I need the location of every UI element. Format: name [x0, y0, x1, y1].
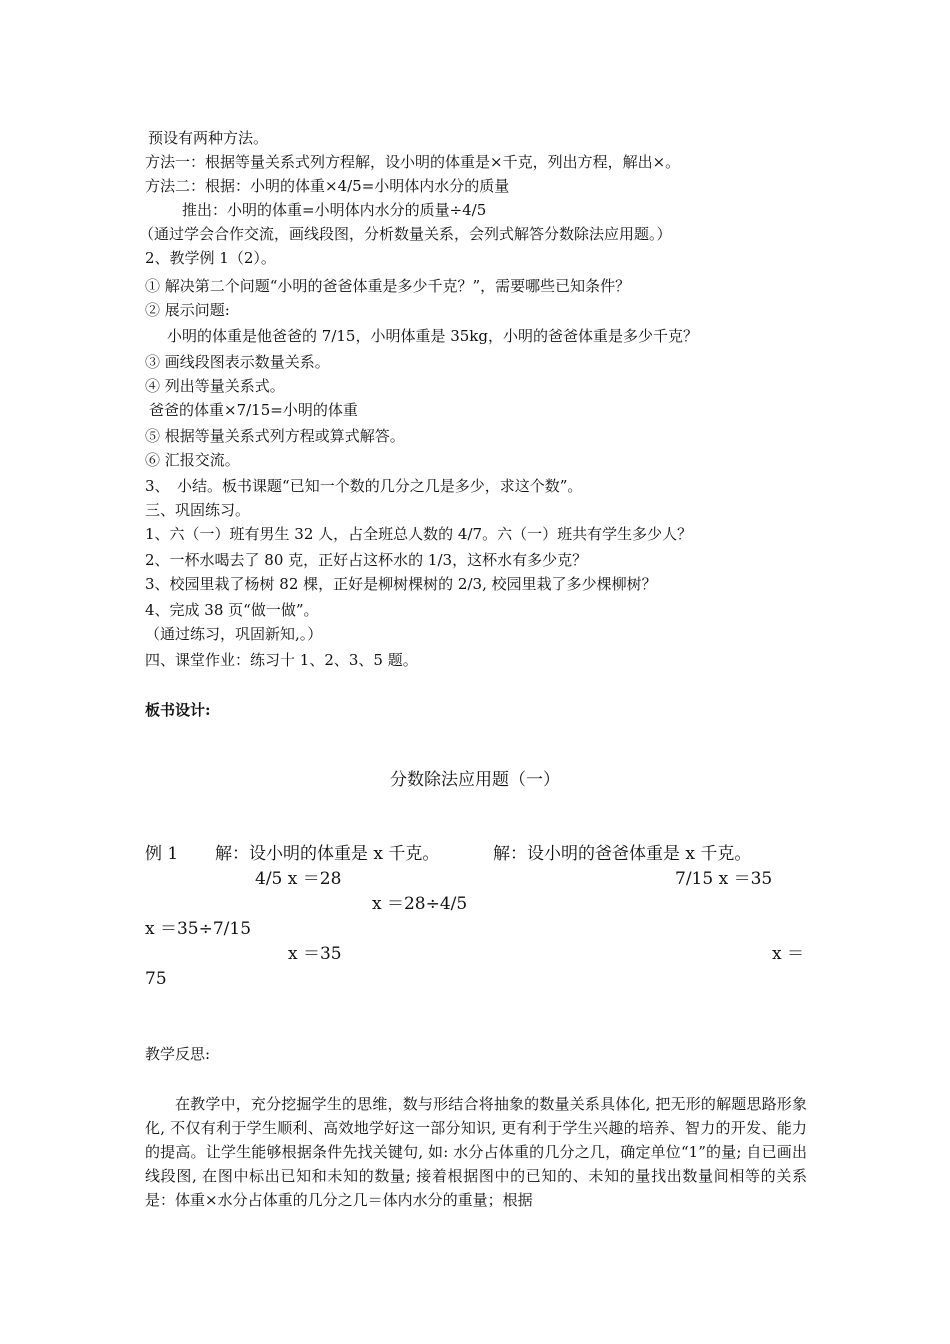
equation-6-lhs: x ＝: [772, 944, 804, 964]
text-line: ① 解决第二个问题“小明的爸爸体重是多少千克？”，需要哪些已知条件？: [145, 277, 631, 295]
reflection-heading: 教学反思:: [145, 1045, 211, 1063]
text-line: （通过练习，巩固新知,。）: [145, 625, 323, 643]
text-line: 3、 小结。板书课题“已知一个数的几分之几是多少，求这个数”。: [145, 477, 583, 495]
text-line: 1、六（一）班有男生 32 人，占全班总人数的 4/7。六（一）班共有学生多少人？: [145, 525, 693, 543]
text-line: 方法二：根据：小明的体重×4/5=小明体内水分的质量: [145, 177, 510, 195]
solution-2-intro: 解：设小明的爸爸体重是 x 千克。: [493, 844, 752, 864]
text-line: ④ 列出等量关系式。: [145, 377, 285, 395]
board-title: 分数除法应用题（一）: [390, 770, 560, 790]
text-line: ⑤ 根据等量关系式列方程或算式解答。: [145, 427, 405, 445]
text-line: 预设有两种方法。: [148, 129, 269, 147]
equation-1: 4/5 x ＝28: [255, 869, 342, 889]
equation-4: x ＝35÷7/15: [145, 919, 252, 939]
reflection-paragraph: 在教学中，充分挖掘学生的思维，数与形结合将抽象的数量关系具体化, 把无形的解题思路形象化, 不仅有利于学生顺利、高效地学好这一部分知识, 更有利于学生兴趣的培养、智力的开发、能力的提高。让学生能够根据条件先找关键句, 如: 水分占体重的几分之几，确定单位“1”的量; 自已画出线段图, 在图中标出已知和未知的数量; 接着根据图中的已知的、未知的量找出数量间相等的关系是：体重×水分占体重的几分之几＝体内水分的重量；根据: [145, 1095, 807, 1209]
equation-5: x ＝35: [288, 944, 342, 964]
text-line: ② 展示问题:: [145, 301, 230, 319]
equation-2: 7/15 x ＝35: [675, 869, 773, 889]
solution-1-intro: 解：设小明的体重是 x 千克。: [215, 844, 440, 864]
equation-3: x ＝28÷4/5: [372, 894, 468, 914]
text-line: 4、完成 38 页“做一做”。: [145, 601, 319, 619]
text-line: 推出：小明的体重=小明体内水分的质量÷4/5: [182, 201, 487, 219]
text-line: 四、课堂作业：练习十 1、2、3、5 题。: [145, 651, 418, 669]
text-line: （通过学会合作交流，画线段图，分析数量关系，会列式解答分数除法应用题。）: [139, 225, 672, 243]
text-line: ③ 画线段图表示数量关系。: [145, 353, 330, 371]
text-line: 小明的体重是他爸爸的 7/15，小明体重是 35kg，小明的爸爸体重是多少千克？: [167, 327, 699, 345]
text-line: 2、教学例 1（2）。: [145, 249, 276, 267]
equation-6-value: 75: [145, 969, 167, 989]
text-line: 3、校园里栽了杨树 82 棵，正好是柳树棵树的 2/3, 校园里栽了多少棵柳树？: [145, 575, 657, 593]
text-line: 爸爸的体重×7/15=小明的体重: [149, 401, 358, 419]
text-line: ⑥ 汇报交流。: [145, 451, 240, 469]
text-line: 2、一杯水喝去了 80 克，正好占这杯水的 1/3，这杯水有多少克？: [145, 551, 588, 569]
text-line: 三、巩固练习。: [145, 501, 251, 519]
text-line: 方法一：根据等量关系式列方程解，设小明的体重是×千克，列出方程，解出×。: [145, 153, 681, 171]
board-design-heading: 板书设计:: [145, 701, 211, 719]
example-label: 例 1: [145, 844, 179, 864]
